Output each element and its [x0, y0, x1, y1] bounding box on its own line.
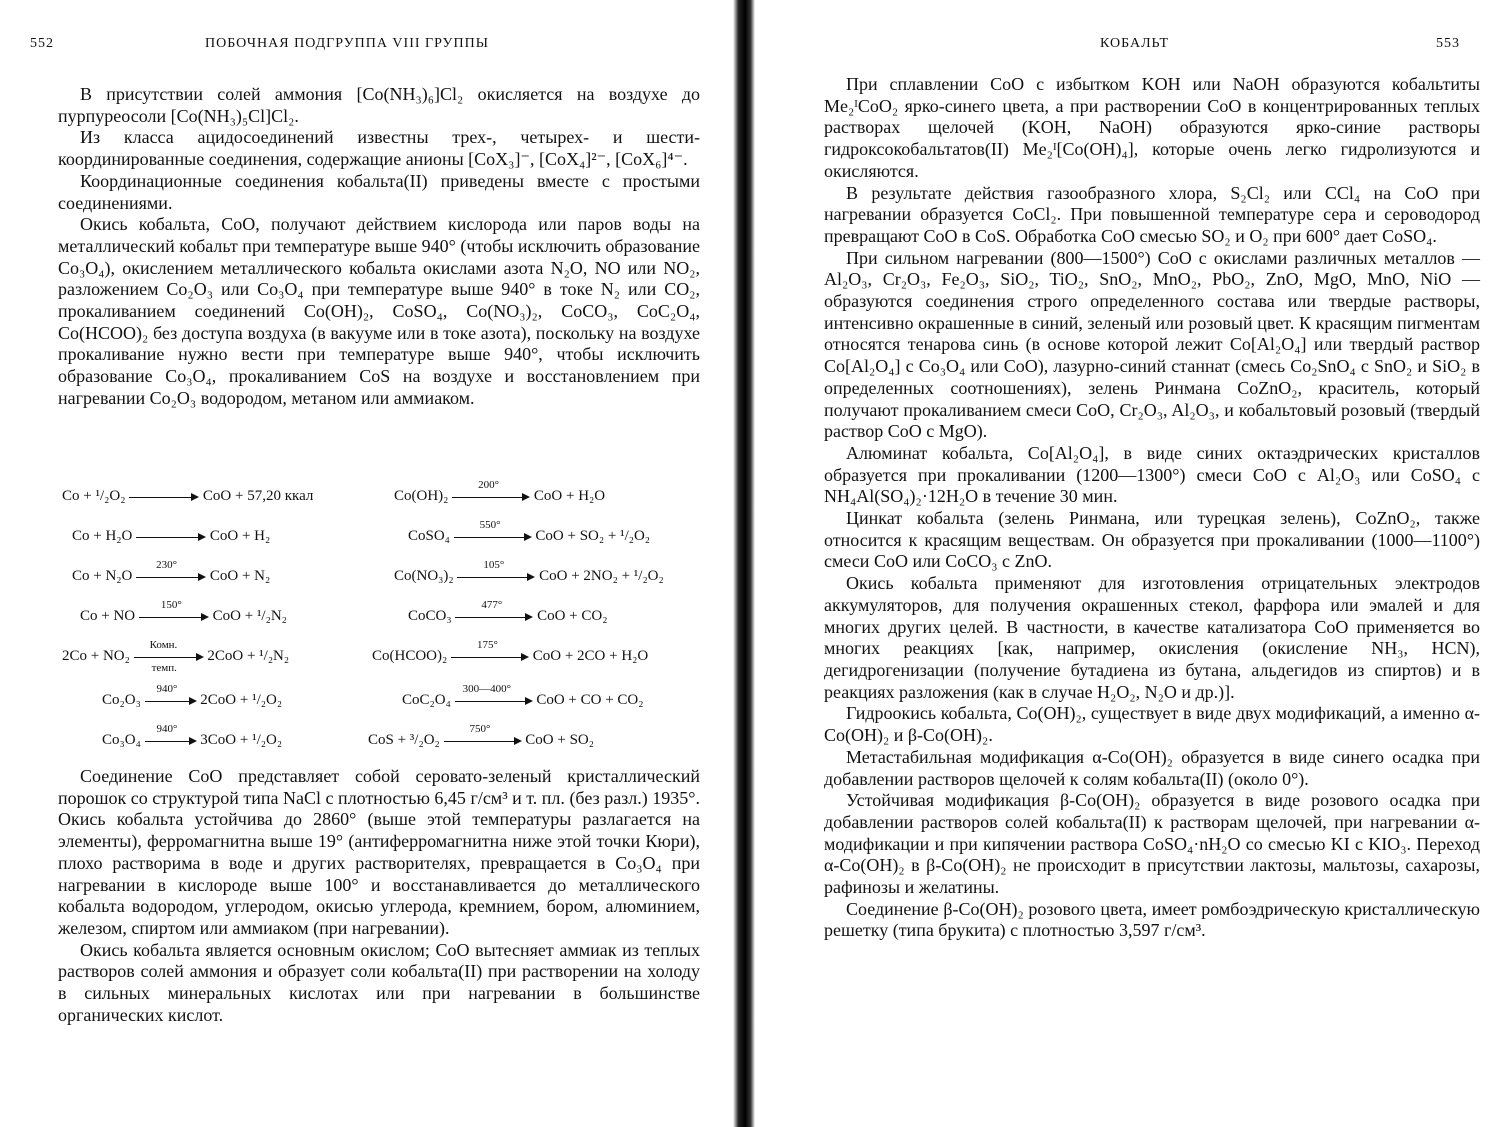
equation-rhs: CoO + SO₂ + ¹/₂O₂ — [535, 528, 651, 544]
equation — [102, 682, 283, 709]
equation — [62, 638, 290, 674]
equation-lhs: Co(NO₃)₂ — [394, 568, 454, 584]
paragraph: В присутствии солей аммония [Co(NH₃)₆]Cl₂ окисляется на воздухе до пурпуреосоли [Co(NH₃)₅Cl]Cl₂. — [58, 84, 700, 126]
equation-lhs: CoCO₃ — [408, 608, 452, 624]
equation — [72, 558, 271, 585]
arrow-icon — [455, 682, 533, 708]
paragraph: При сильном нагревании (800—1500°) CoO с окислами различных металлов — Al₂O₃, Cr₂O₃, Fe₂O₃, SiO₂, TiO₂, SnO₂, MnO₂, PbO₂, ZnO, MgO, MnO, NiO — образуются соединения строго определенного состава или твердые растворы, интенсивно окрашенные в синий, зеленый или розовый цвет. К красящим пигментам относятся тенарова синь (в основе которой лежит Co[Al₂O₄] или твердый раствор Co[Al₂O₄] с Co₃O₄ или CoO), лазурно-синий станнат (смесь Co₂SnO₄ с SnO₂ и SiO₂ в определенных соотношениях), зелень Ринмана CoZnO₂, краситель, который получают прокаливанием смеси CoO, Cr₂O₃, Al₂O₃, и кобальтовый розовый (твердый раствор CoO с MgO). — [824, 247, 1480, 442]
equation-lhs: CoC₂O₄ — [402, 692, 451, 708]
paragraph: Окись кобальта является основным окислом; CoO вытесняет аммиак из теплых растворов солей аммония и образует соли кобальта(II) при растворении на холоду в сильных минеральных кислотах или при нагревании в большинстве органических кислот. — [58, 939, 700, 1025]
equation-rhs: CoO + ¹/₂N₂ — [212, 608, 287, 624]
paragraph: Гидроокись кобальта, Co(OH)₂, существует в виде двух модификаций, а именно α-Co(OH)₂ и β-Co(OH)₂. — [824, 703, 1480, 746]
equation — [408, 598, 608, 625]
running-head: ПОБОЧНАЯ ПОДГРУППА VIII ГРУППЫ — [205, 36, 489, 51]
paragraph: Устойчивая модификация β-Co(OH)₂ образуется в виде розового осадка при добавлении растворов солей кобальта(II) к растворам щелочей, при нагревании α-модификации и при кипячении раствора CoSO₄·nH₂O со смесью KI с KIO₃. Переход α-Co(OH)₂ в β-Co(OH)₂ не происходит в присутствии лактозы, мальтозы, сахарозы, рафинозы и желатины. — [824, 790, 1480, 898]
arrow-icon — [136, 558, 206, 584]
equation-rhs: CoO + H₂O — [533, 488, 606, 504]
equation-lhs: Co + ¹/₂O₂ — [62, 488, 126, 504]
equation-rhs: CoO + 2NO₂ + ¹/₂O₂ — [539, 568, 664, 584]
arrow-icon — [139, 598, 209, 624]
condition: 750° — [469, 722, 491, 735]
condition: 230° — [156, 558, 178, 571]
paragraph: Из класса ацидосоединений известны трех-, четырех- и шести-координированные соединения, содержащие анионы [CoX₃]⁻, [CoX₄]²⁻, [CoX₆]⁴⁻. — [58, 127, 700, 170]
arrow-icon — [145, 682, 197, 708]
equation-rhs: CoO + CO + CO₂ — [536, 692, 644, 708]
equation-rhs: CoO + N₂ — [209, 568, 271, 584]
condition: 300—400° — [462, 682, 511, 695]
condition: 940° — [156, 722, 178, 735]
arrow-icon — [454, 518, 532, 544]
paragraph: Окись кобальта применяют для изготовления отрицательных электродов аккумуляторов, для получения окрашенных стекол, фарфора или эмалей и для многих других целей. В частности, в качестве катализатора CoO применяется во многих реакциях [как, например, окисления (окисление NH₃, HCN), дегидрогенизации (получение бутадиена из бутана, альдегидов из спиртов) и в реакциях разложения (как в случае H₂O₂, N₂O и др.)]. — [824, 573, 1480, 702]
arrow-icon — [444, 722, 522, 748]
condition: 477° — [481, 598, 503, 611]
condition: 150° — [160, 598, 182, 611]
left-text-bottom — [58, 766, 700, 1026]
equation-lhs: Co + N₂O — [72, 568, 133, 584]
equation — [72, 528, 270, 545]
equation — [102, 722, 283, 749]
arrow-icon — [457, 558, 535, 584]
running-head: КОБАЛЬТ — [1100, 36, 1170, 51]
paragraph: Алюминат кобальта, Co[Al₂O₄], в виде синих октаэдрических кристаллов образуется при прокаливании (1200—1300°) смеси CoO с Al₂O₃ или CoSO₄ с NH₄Al(SO₄)₂·12H₂O в течение 30 мин. — [824, 442, 1480, 507]
equation — [62, 488, 313, 505]
paragraph: Соединение β-Co(OH)₂ розового цвета, имеет ромбоэдрическую кристаллическую решетку (типа брукита) с плотностью 3,597 г/см³. — [824, 898, 1480, 941]
equation — [394, 478, 606, 505]
right-text — [824, 74, 1480, 942]
equation — [372, 638, 649, 665]
arrow-icon — [129, 490, 199, 504]
equation — [80, 598, 287, 625]
page-number: 552 — [30, 36, 54, 51]
equation-rhs: CoO + 2CO + H₂O — [532, 648, 649, 664]
condition: 550° — [479, 518, 501, 531]
equation-lhs: Co(OH)₂ — [394, 488, 449, 504]
equation-rhs: CoO + H₂ — [209, 528, 271, 544]
equation-lhs: Co + H₂O — [72, 528, 133, 544]
arrow-icon — [451, 638, 529, 664]
condition: темп. — [151, 661, 177, 674]
paragraph: Окись кобальта, CoO, получают действием кислорода или паров воды на металлический кобальт при температуре выше 940° (чтобы исключить образование Co₃O₄), окислением металлического кобальта окислами азота N₂O, NO или NO₂, разложением Co₂O₃ или Co₃O₄ при температуре выше 940° в токе N₂ или CO₂, прокаливанием соединений Co(OH)₂, CoSO₄, Co(NO₃)₂, CoCO₃, CoC₂O₄, Co(HCOO)₂ без доступа воздуха (в вакууме или в токе азота), поскольку на воздухе прокаливание нужно вести при температуре выше 940°, чтобы исключить образование Co₃O₄, прокаливанием CoS на воздухе и восстановлением при нагревании Co₂O₃ водородом, метаном или аммиаком. — [58, 214, 700, 408]
equation-lhs: Co + NO — [80, 608, 136, 624]
arrow-icon — [455, 598, 533, 624]
equation-lhs: Co₂O₃ — [102, 692, 141, 708]
equation — [408, 518, 651, 545]
condition: 105° — [483, 558, 505, 571]
equation-rhs: CoO + CO₂ — [537, 608, 608, 624]
equation-rhs: CoO + SO₂ — [525, 732, 594, 748]
arrow-icon — [136, 530, 206, 544]
paragraph: Соединение CoO представляет собой серовато-зеленый кристаллический порошок со структурой типа NaCl с плотностью 6,45 г/см³ и т. пл. (без разл.) 1935°. Окись кобальта устойчива до 2860° (выше этой температуры разлагается на элементы), ферромагнитна выше 19° (антиферромагнитна ниже этой точки Кюри), плохо растворима в воде и других растворителях, превращается в Co₃O₄ при нагревании в кислороде выше 100° и восстанавливается до металлического кобальта водородом, углеродом, окисью углерода, кремнием, бором, алюминием, железом, спиртом или аммиаком (при нагревании). — [58, 766, 700, 938]
equation-rhs: 2CoO + ¹/₂O₂ — [200, 692, 283, 708]
condition: 940° — [156, 682, 178, 695]
condition: 175° — [476, 638, 498, 651]
arrow-icon — [452, 478, 530, 504]
equation-lhs: CoSO₄ — [408, 528, 450, 544]
paragraph: Координационные соединения кобальта(II) приведены вместе с простыми соединениями. — [58, 170, 700, 213]
left-page — [0, 0, 730, 1127]
equation — [368, 722, 594, 749]
arrow-icon — [145, 722, 197, 748]
reaction-equations — [62, 478, 702, 756]
book-spine-gutter — [733, 0, 755, 1127]
condition: Комн. — [149, 638, 178, 651]
paragraph: При сплавлении CoO с избытком KOH или NaOH образуются кобальтиты Me₂ᴵCoO₂ ярко-синего цвета, а при растворении CoO в концентрированных теплых растворах щелочей (KOH, NaOH) образуются ярко-синие растворы гидроксокобальтатов(II) Me₂ᴵ[Co(OH)₄], которые очень легко гидролизуются и окисляются. — [824, 74, 1480, 181]
equation-rhs: 2CoO + ¹/₂N₂ — [207, 648, 290, 664]
equation-lhs: CoS + ³/₂O₂ — [368, 732, 440, 748]
left-text-top — [58, 84, 700, 410]
paragraph: Цинкат кобальта (зелень Ринмана, или турецкая зелень), CoZnO₂, также относится к красящим веществам. Он образуется при прокаливании (1000—1100°) смеси CoO или CoCO₃ с ZnO. — [824, 508, 1480, 572]
paragraph: В результате действия газообразного хлора, S₂Cl₂ или CCl₄ на CoO при нагревании образуется CoCl₂. При повышенной температуре сера и сероводород превращают CoO в CoS. Обработка CoO смесью SO₂ и O₂ при 600° дает CoSO₄. — [824, 182, 1480, 246]
condition: 200° — [478, 478, 500, 491]
equation-lhs: Co₃O₄ — [102, 732, 141, 748]
equation-rhs: 3CoO + ¹/₂O₂ — [200, 732, 283, 748]
equation-rhs: CoO + 57,20 ккал — [202, 488, 314, 504]
right-page — [760, 0, 1504, 1127]
page-number: 553 — [1436, 36, 1460, 51]
arrow-icon — [134, 638, 204, 674]
equation-lhs: 2Co + NO₂ — [62, 648, 130, 664]
equation — [394, 558, 664, 585]
equation-lhs: Co(HCOO)₂ — [372, 648, 448, 664]
paragraph: Метастабильная модификация α-Co(OH)₂ образуется в виде синего осадка при добавлении растворов щелочей к солям кобальта(II) (около 0°). — [824, 746, 1480, 789]
equation — [402, 682, 644, 709]
